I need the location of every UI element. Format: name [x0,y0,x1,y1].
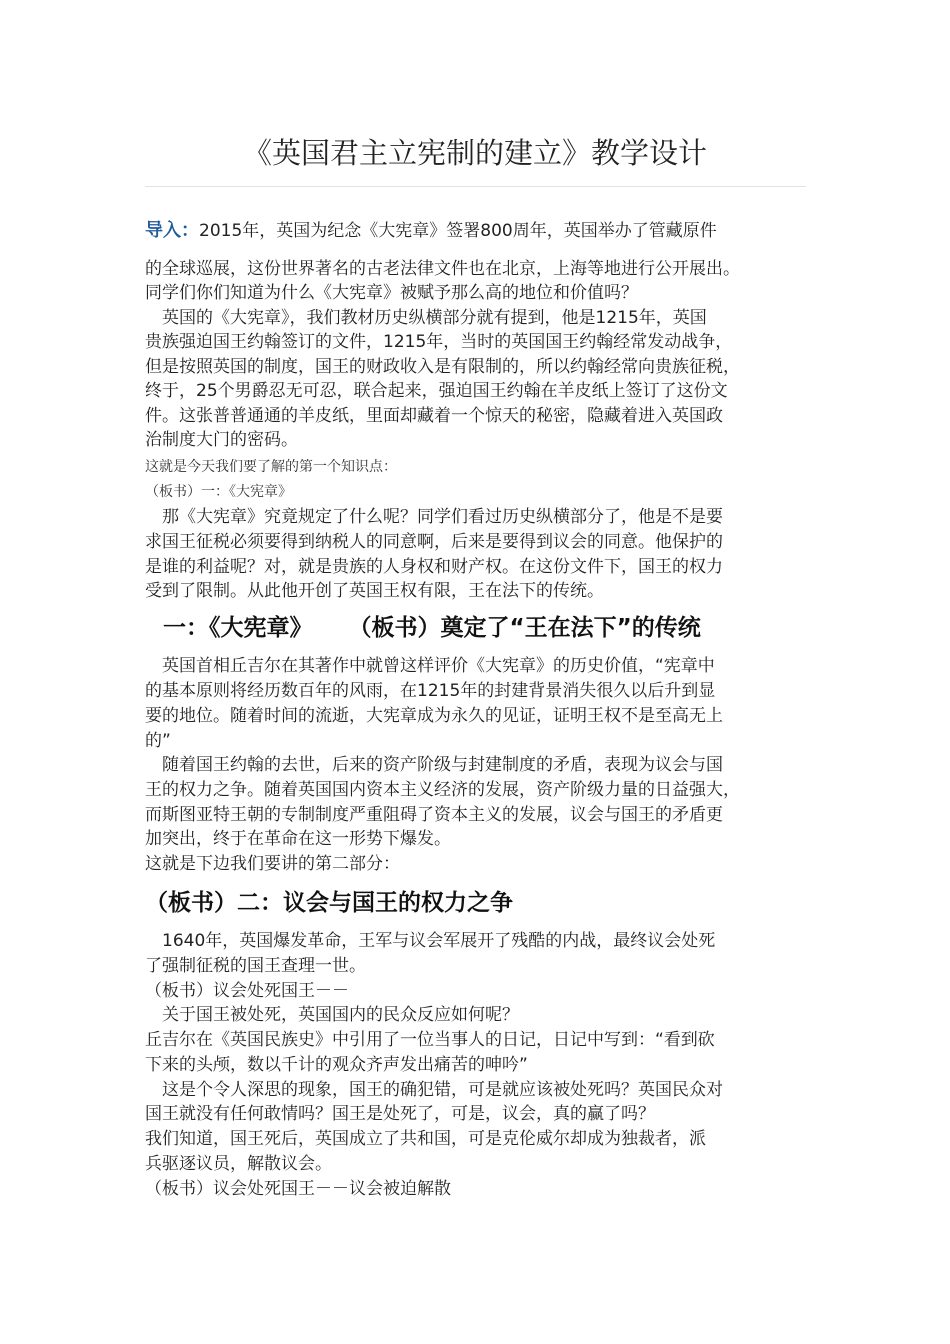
section-heading-1 [163,612,701,644]
body-line: 件。这张普普通通的羊皮纸，里面却藏着一个惊天的秘密，隐藏着进入英国政 [145,406,723,426]
body-line: 这就是今天我们要了解的第一个知识点： [145,459,397,475]
body-line: 了强制征税的国王查理一世。 [145,956,366,976]
body-line: 终于，25个男爵忍无可忍，联合起来，强迫国王约翰在羊皮纸上签订了这份文 [145,381,728,401]
body-line: 但是按照英国的制度，国王的财政收入是有限制的，所以约翰经常向贵族征税， [145,357,740,377]
body-line: 求国王征税必须要得到纳税人的同意啊，后来是要得到议会的同意。他保护的 [145,532,723,552]
body-line: 这是个令人深思的现象，国王的确犯错，可是就应该被处死吗？英国民众对 [145,1080,723,1100]
body-line: 这就是下边我们要讲的第二部分： [145,854,400,874]
intro-label: 导入： [145,220,199,241]
blackboard-note: （板书）议会处死国王－－ [145,981,349,1001]
body-line: 的全球巡展，这份世界著名的古老法律文件也在北京，上海等地进行公开展出。 [145,259,740,279]
body-line: 而斯图亚特王朝的专制制度严重阻碍了资本主义的发展，议会与国王的矛盾更 [145,805,723,825]
body-line: 下来的头颅，数以千计的观众齐声发出痛苦的呻吟” [145,1055,528,1075]
body-line: 加突出，终于在革命在这一形势下爆发。 [145,829,451,849]
body-line: 同学们你们知道为什么《大宪章》被赋予那么高的地位和价值吗？ [145,283,638,303]
blackboard-note: （板书）议会处死国王－－议会被迫解散 [145,1179,451,1199]
body-line: 英国首相丘吉尔在其著作中就曾这样评价《大宪章》的历史价值，“宪章中 [145,656,715,676]
body-line: 关于国王被处死，英国国内的民众反应如何呢？ [145,1005,519,1025]
blackboard-note: （板书）一：《大宪章》 [145,484,292,500]
body-line: 的” [145,731,171,751]
body-line: 是谁的利益呢？对，就是贵族的人身权和财产权。在这份文件下，国王的权力 [145,557,723,577]
body-line: 贵族强迫国王约翰签订的文件，1215年，当时的英国国王约翰经常发动战争， [145,332,733,352]
body-line: 的基本原则将经历数百年的风雨，在1215年的封建背景消失很久以后升到显 [145,681,716,701]
section-heading-1-note: （板书）奠定了“王在法下”的传统 [348,615,701,641]
body-line: 随着国王约翰的去世，后来的资产阶级与封建制度的矛盾，表现为议会与国 [145,755,723,775]
body-line: 我们知道，国王死后，英国成立了共和国，可是克伦威尔却成为独裁者，派 [145,1129,706,1149]
body-line: 受到了限制。从此他开创了英国王权有限，王在法下的传统。 [145,581,604,601]
intro-first-text: 2015年，英国为纪念《大宪章》签署800周年，英国举办了管藏原件 [199,221,717,241]
document-title: 《英国君主立宪制的建立》教学设计 [242,136,707,170]
body-line: 国王就没有任何敢情吗？国王是处死了，可是，议会，真的赢了吗？ [145,1104,655,1124]
intro-paragraph-line [145,219,815,243]
body-line: 丘吉尔在《英国民族史》中引用了一位当事人的日记，日记中写到：“看到砍 [145,1030,715,1050]
body-line: 1640年，英国爆发革命，王军与议会军展开了残酷的内战，最终议会处死 [145,931,716,951]
body-line: 王的权力之争。随着英国国内资本主义经济的发展，资产阶级力量的日益强大， [145,780,740,800]
body-line: 兵驱逐议员，解散议会。 [145,1154,332,1174]
body-line: 那《大宪章》究竟规定了什么呢？同学们看过历史纵横部分了，他是不是要 [145,507,723,527]
body-line: 要的地位。随着时间的流逝，大宪章成为永久的见证，证明王权不是至高无上 [145,706,723,726]
body-line: 英国的《大宪章》，我们教材历史纵横部分就有提到，他是1215年，英国 [145,308,707,328]
section-heading-1-title: 一：《大宪章》 [163,615,313,641]
body-line: 治制度大门的密码。 [145,430,298,450]
title-divider [145,186,806,187]
section-heading-2: （板书）二：议会与国王的权力之争 [145,890,513,916]
